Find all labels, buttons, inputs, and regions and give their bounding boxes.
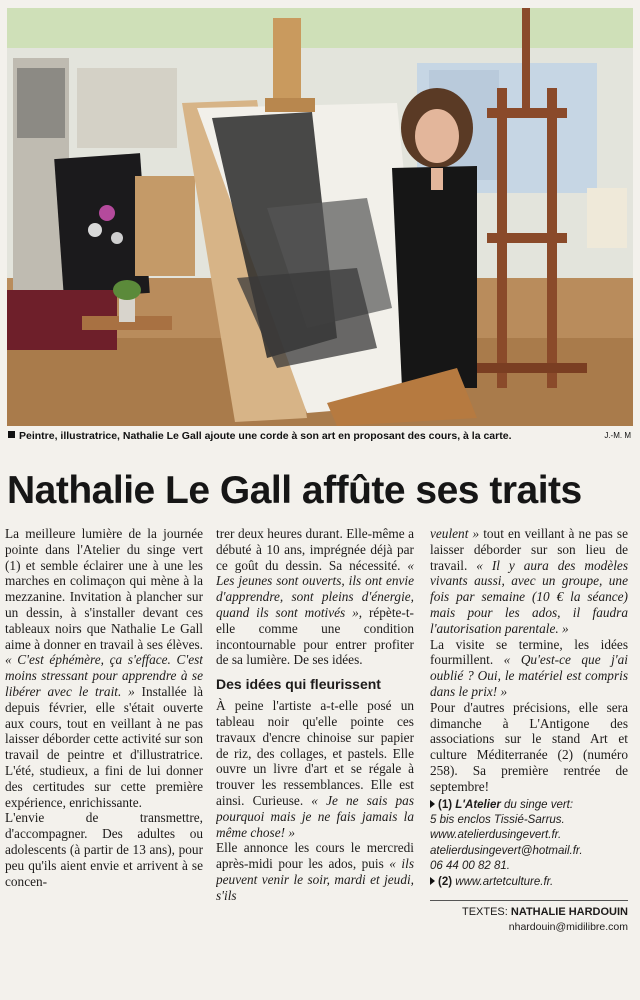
text-run: La visite se termine, les idées fourmillent.: [430, 636, 628, 668]
paragraph: [430, 637, 628, 700]
text-run: trer deux heures durant. Elle-même a débuté à 10 ans, imprégnée déjà par ce goût du dessin. Sa nécessité.: [216, 526, 414, 573]
text-run: Installée là depuis février, elle s'était ouverte aux cours, tout en veillant à ne pas laisser déborder cette activité sur son travail de peintre et d'illustratrice. L'été, studieux, a fini de lui donner des certitudes sur cette première expérience, enrichissante.: [5, 683, 203, 810]
section-subheading: Des idées qui fleurissent: [216, 676, 381, 693]
text-run: À peine l'artiste a-t-elle posé un tableau noir qu'elle pointe ces travaux d'encre chinoise sur papier de riz, des collages, et pastels. Elle ouvre un livre d'art et se régale à trouver les ressemblances. Elle est ainsi. Curieuse.: [216, 698, 414, 808]
quote: « ils peuvent venir le soir, mardi et jeudi, s'ils: [216, 856, 414, 903]
triangle-bullet-icon: [430, 877, 435, 885]
paragraph: [430, 526, 628, 637]
info-venue-name: L'Atelier: [455, 798, 501, 811]
text-run: La meilleure lumière de la journée pointe dans l'Atelier du singe vert (1) et semble éclairer une à une les marches en colimaçon qui mène à la mezzanine. Invitation à plancher sur un dessin, à s'installer devant ces tableaux noirs que Nathalie Le Gall aime à donner en travail à ses élèves.: [5, 526, 203, 652]
info-ref: (1): [438, 798, 453, 811]
paragraph: [216, 698, 414, 840]
author-signature: [430, 905, 628, 935]
article-column-1: [5, 526, 203, 988]
paragraph: L'envie de transmettre, d'accompagner. Des adultes ou adolescents (à partir de 13 ans), pour peu qu'ils aient envie et arrivent à se concen-: [5, 810, 203, 889]
info-address: 5 bis enclos Tissié-Sarrus.: [430, 813, 565, 826]
text-run: , répète-t-elle comme une condition incontournable pour entrer profiter de sa lumière. De ses idées.: [216, 604, 414, 668]
caption-text: Peintre, illustratrice, Nathalie Le Gall ajoute une corde à son art en proposant des cours, à la carte.: [19, 430, 512, 442]
info-email-link[interactable]: atelierdusingevert@hotmail.fr.: [430, 844, 583, 857]
article-column-2: [216, 526, 414, 988]
paragraph: [216, 526, 414, 668]
info-box: [430, 798, 628, 890]
quote: « Je ne sais pas pourquoi mais je ne fais jamais la même chose! »: [216, 792, 414, 840]
info-phone: 06 44 00 82 81.: [430, 860, 510, 873]
signature-label: TEXTES:: [461, 905, 511, 918]
info-ref: (2): [438, 875, 453, 888]
info-website-link[interactable]: www.artetculture.fr.: [455, 875, 554, 888]
photo-credit: J.-M. M: [604, 431, 631, 440]
triangle-bullet-icon: [430, 800, 435, 808]
article-headline: Nathalie Le Gall affûte ses traits: [7, 469, 582, 512]
text-run: Elle annonce les cours le mercredi après-midi pour les ados, puis: [216, 840, 414, 872]
photo-caption: [7, 430, 633, 448]
quote: « Qu'est-ce que j'ai oublié ? Oui, le matériel est compris dans le prix! »: [430, 652, 628, 699]
quote: veulent »: [430, 526, 480, 541]
article-photo: [7, 8, 633, 426]
info-line: [430, 875, 628, 890]
studio-photo-illustration: [7, 8, 633, 426]
paragraph: [5, 526, 203, 810]
author-name: NATHALIE HARDOUIN: [510, 905, 628, 918]
info-website-link[interactable]: www.atelierdusingevert.fr.: [430, 829, 562, 842]
caption-bullet-icon: [8, 431, 15, 438]
info-venue-rest: du singe vert:: [500, 798, 574, 811]
article-column-3: [430, 526, 628, 988]
quote: « C'est éphémère, ça s'efface. C'est moins stressant pour apprendre à se libérer avec le trait. »: [5, 652, 203, 699]
text-run: tout en veillant à ne pas se laisser déborder sur son lieu de travail.: [430, 526, 628, 573]
quote: « Les jeunes sont ouverts, ils ont envie d'apprendre, sont pleins d'énergie, quand ils sont motivés »: [216, 557, 414, 620]
paragraph: [216, 840, 414, 903]
signature-divider: [430, 900, 628, 901]
paragraph: Pour d'autres précisions, elle sera dimanche à L'Antigone des associations sur le stand Art et culture Méditerranée (2) (numéro 258). Sa première rentrée de septembre!: [430, 699, 628, 794]
info-line: [430, 798, 628, 813]
author-email-link[interactable]: nhardouin@midilibre.com: [508, 920, 628, 933]
quote: « Il y aura des modèles vivants aussi, avec un groupe, une fois par semaine (10 € la séance) mais pour les ados, il faudra l'autorisation parentale. »: [430, 557, 628, 636]
